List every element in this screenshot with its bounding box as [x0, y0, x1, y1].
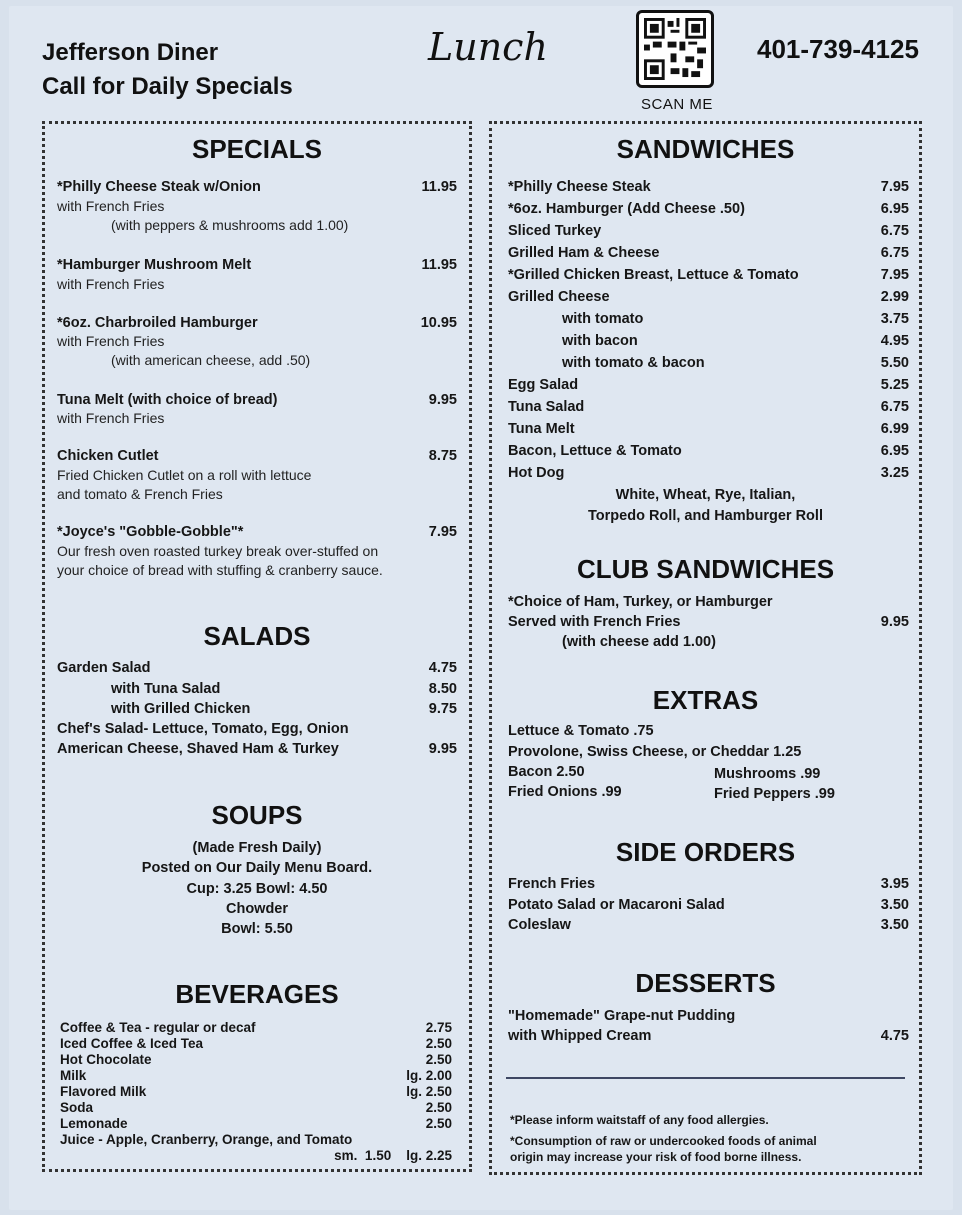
divider [506, 1077, 905, 1079]
left-column: SPECIALS *Philly Cheese Steak w/Onion 11.95 with French Fries (with peppers & mushrooms add 1.00) *Hamburger Mushroom Melt 11.95 with French Fries *6oz. Charbroiled Hamburger 10.95 with French Fries (with american cheese, add .50) Tuna Melt (with choice of bread) 9.95 with French Fries Chicken Cutlet 8.75 Fried Chicken Cutlet on a roll with lettuce and tomato & French Fries *Joyce's "Gobble-Gobble"* 7.95 Our fresh oven roasted turkey break over-stuffed on your choice of bread with stuffing & cranberry sauce. SALADS Garden Salad 4.75 with Tuna Salad 8.50 with Grilled Chicken 9.75 Chef's Salad- Lettuce, Tomato, Egg, Onion American Cheese, Shaved Ham & Turkey 9.95 SOUPS (Made Fresh Daily) Posted on Our Daily Menu Board. Cup: 3.25 Bowl: 4.50 Chowder Bowl: 5.50 BEVERAGES Coffee & Tea - regular or decaf 2.75 Iced Coffee & Iced Tea 2.50 Hot Chocolate 2.50 Milk lg. 2.00 Flavored Milk lg. 2.50 Soda 2.50 Lemonade 2.50 Juice - Apple, Cranberry, Orange, and Tomato sm. 1.50 lg. 2.25 [42, 121, 472, 1172]
allergy-note: *Please inform waitstaff of any food allergies. [510, 1113, 769, 1127]
list-item: Lettuce & Tomato .75 [508, 723, 654, 739]
list-item: Provolone, Swiss Cheese, or Cheddar 1.25 [508, 744, 802, 760]
list-item: Coffee & Tea - regular or decaf 2.75 [60, 1020, 452, 1035]
menu-item: with bacon 4.95 [562, 333, 909, 349]
menu-item: French Fries 3.95 [508, 876, 909, 892]
menu-item: Chicken Cutlet 8.75 [57, 448, 457, 464]
menu-title: Lunch [428, 25, 548, 69]
menu-item: Chef's Salad- Lettuce, Tomato, Egg, Onion [57, 721, 349, 737]
menu-item: Coleslaw 3.50 [508, 917, 909, 933]
juice-sizes: sm. 1.50 lg. 2.25 [334, 1148, 452, 1163]
beverages-heading: BEVERAGES [175, 979, 339, 1009]
menu-item: *Joyce's "Gobble-Gobble"* 7.95 [57, 524, 457, 540]
list-item: Mushrooms .99 [714, 766, 821, 782]
menu-item: *Philly Cheese Steak 7.95 [508, 179, 909, 195]
phone-number: 401-739-4125 [757, 34, 919, 64]
list-item: Hot Chocolate 2.50 [60, 1052, 452, 1067]
menu-item: Served with French Fries 9.95 [508, 614, 909, 630]
list-item: Iced Coffee & Iced Tea 2.50 [60, 1036, 452, 1051]
list-item: Lemonade 2.50 [60, 1116, 452, 1131]
menu-item: Tuna Salad 6.75 [508, 399, 909, 415]
list-item: Fried Onions .99 [508, 784, 622, 800]
club-sandwiches-heading: CLUB SANDWICHES [576, 554, 835, 584]
menu-item: Sliced Turkey 6.75 [508, 223, 909, 239]
menu-item: Hot Dog 3.25 [508, 465, 909, 481]
salads-heading: SALADS [203, 621, 311, 651]
sandwiches-heading: SANDWICHES [616, 134, 795, 164]
menu-item: *Hamburger Mushroom Melt 11.95 [57, 257, 457, 273]
list-item: Flavored Milk lg. 2.50 [60, 1084, 452, 1099]
list-item: Milk lg. 2.00 [60, 1068, 452, 1083]
restaurant-name: Jefferson Diner Call for Daily Specials [42, 39, 293, 100]
menu-item: "Homemade" Grape-nut Pudding [508, 1008, 736, 1024]
extras-heading: EXTRAS [652, 685, 759, 715]
menu-item: Egg Salad 5.25 [508, 377, 909, 393]
list-item: Juice - Apple, Cranberry, Orange, and Tomato [60, 1132, 353, 1147]
menu-item: with Whipped Cream 4.75 [508, 1028, 909, 1044]
specials-heading: SPECIALS [191, 134, 323, 164]
menu-item: Garden Salad 4.75 [57, 660, 457, 676]
menu-item: *6oz. Charbroiled Hamburger 10.95 [57, 315, 457, 331]
menu-item: Grilled Cheese 2.99 [508, 289, 909, 305]
soups-heading: SOUPS [211, 800, 303, 830]
scan-me-label: SCAN ME [641, 96, 713, 113]
menu-item: with tomato 3.75 [562, 311, 909, 327]
right-column: SANDWICHES *Philly Cheese Steak 7.95 *6oz. Hamburger (Add Cheese .50) 6.95 Sliced Turkey 6.75 Grilled Ham & Cheese 6.75 *Grilled Chicken Breast, Lettuce & Tomato 7.95 Grilled Cheese 2.99 with tomato 3.75 with bacon 4.95 with tomato & bacon 5.50 Egg Salad 5.25 Tuna Salad 6.75 Tuna Melt 6.99 Bacon, Lettuce & Tomato 6.95 Hot Dog 3.25 White, Wheat, Rye, Italian, Torpedo Roll, and Hamburger Roll CLUB SANDWICHES *Choice of Ham, Turkey, or Hamburger Served with French Fries 9.95 (with cheese add 1.00) EXTRAS Lettuce & Tomato .75 Provolone, Swiss Cheese, or Cheddar 1.25 Bacon 2.50 Mushrooms .99 Fried Onions .99 Fried Peppers .99 SIDE ORDERS French Fries 3.95 Potato Salad or Macaroni Salad 3.50 Coleslaw 3.50 DESSERTS "Homemade" Grape-nut Pudding with Whipped Cream 4.75 *Please inform waitstaff of any food allergies. *Consumption of raw or undercooked foods of animal origin may increase your risk of food borne illness. [489, 121, 922, 1175]
menu-item: (with cheese add 1.00) [562, 634, 716, 650]
side-orders-heading: SIDE ORDERS [615, 837, 796, 867]
menu-item: Bacon, Lettuce & Tomato 6.95 [508, 443, 909, 459]
list-item: Fried Peppers .99 [714, 786, 835, 802]
desserts-heading: DESSERTS [635, 968, 776, 998]
menu-item: *6oz. Hamburger (Add Cheese .50) 6.95 [508, 201, 909, 217]
qr-code-icon[interactable] [636, 10, 714, 88]
menu-item: American Cheese, Shaved Ham & Turkey 9.95 [57, 741, 457, 757]
menu-item: Tuna Melt (with choice of bread) 9.95 [57, 392, 457, 408]
menu-item: *Grilled Chicken Breast, Lettuce & Tomato 7.95 [508, 267, 909, 283]
menu-item: *Philly Cheese Steak w/Onion 11.95 [57, 179, 457, 195]
list-item: Soda 2.50 [60, 1100, 452, 1115]
menu-item: with Tuna Salad 8.50 [111, 681, 457, 697]
menu-item: Grilled Ham & Cheese 6.75 [508, 245, 909, 261]
menu-item: Potato Salad or Macaroni Salad 3.50 [508, 897, 909, 913]
menu-item: with tomato & bacon 5.50 [562, 355, 909, 371]
menu-item: with Grilled Chicken 9.75 [111, 701, 457, 717]
list-item: Bacon 2.50 [508, 764, 585, 780]
menu-item: Tuna Melt 6.99 [508, 421, 909, 437]
raw-food-note: *Consumption of raw or undercooked foods of animal origin may increase your risk of food borne illness. [510, 1134, 817, 1164]
menu-item: *Choice of Ham, Turkey, or Hamburger [508, 594, 773, 610]
